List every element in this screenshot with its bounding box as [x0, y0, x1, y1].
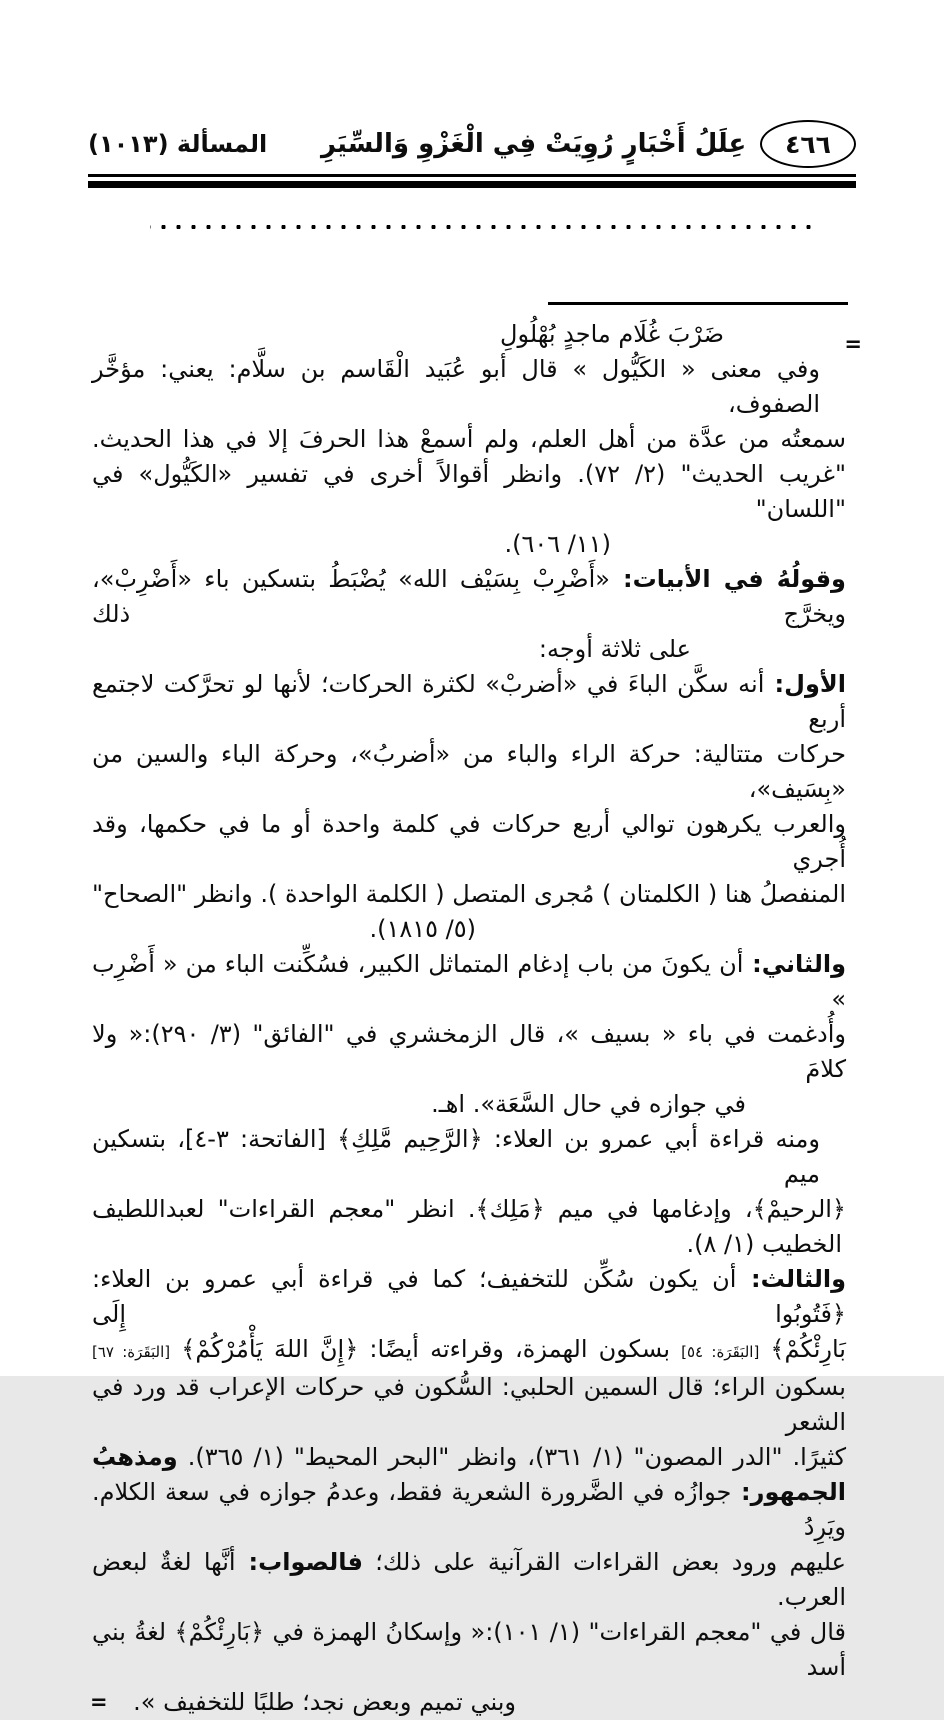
footnote-text-segment: [البَقَرَة: ٦٧]	[92, 1343, 171, 1361]
footnote-line	[92, 1227, 846, 1262]
footnote-line	[92, 1087, 846, 1122]
footnote-text-segment: [البَقَرَة: ٥٤]	[681, 1343, 760, 1361]
footnote-line	[92, 1332, 846, 1370]
footnote-line	[92, 947, 846, 1017]
footnote-text-segment: سمعتُه من عدَّة من أهل العلم، ولم أسمعْ هذا الحرفَ إلا في هذا الحديث.	[92, 425, 846, 453]
footnote-text-segment: (٥/ ١٨١٥).	[369, 915, 476, 943]
footnote-text-segment: والثاني:	[743, 950, 846, 978]
footnote-line	[92, 737, 846, 807]
footnote-line	[92, 912, 846, 947]
page-number-oval	[760, 120, 856, 168]
footnote-line	[92, 1615, 846, 1685]
footnote-text-segment: أن يكونَ من باب إدغام المتماثل الكبير، فسُكِّنت الباء من « أَضْرِب »	[92, 950, 846, 1013]
footnote-line	[92, 877, 846, 912]
footnote-line	[92, 1370, 846, 1440]
footnote-text-segment: حركات متتالية: حركة الراء والباء من «أضربُ»، وحركة الباء والسين من «بِسَيف»،	[92, 740, 846, 803]
footnote-text-segment: وفي معنى « الكَيُّول » قال أبو عُبَيد الْقَاسم بن سلَّام: يعني: مؤخَّر الصفوف،	[92, 355, 820, 418]
page-number: ٤٦٦	[785, 129, 831, 159]
footnote-text-segment: ﴿الرحيمْ﴾، وإدغامها في ميم ﴿مَلِك﴾. انظر "معجم القراءات" لعبداللطيف	[92, 1195, 846, 1223]
footnote-line	[92, 1017, 846, 1087]
footnote-line	[92, 1440, 846, 1475]
page-header	[88, 120, 856, 168]
footnote-text-segment: بَارِئْكُمْ﴾	[759, 1335, 846, 1363]
footnote-lines	[88, 317, 862, 1720]
issue-label: المسألة (١٠١٣)	[88, 130, 268, 158]
footnote-text-segment: في جوازه في حال السَّعَة». اهـ.	[431, 1090, 746, 1118]
rule-thick	[88, 181, 856, 188]
footnote-text-segment: ومنه قراءة أبي عمرو بن العلاء: ﴿الرَّحِيم مَّلِكِ﴾ [الفاتحة: ٣-٤]، بتسكين ميم	[92, 1125, 820, 1188]
footnote-text-segment: الخطيب (١/ ٨).	[686, 1230, 842, 1258]
footnote-text-segment: ومذهبُ	[92, 1443, 178, 1471]
footnote-text-segment: جوازُه في الضَّرورة الشعرية فقط، وعدمُ جوازه في سعة الكلام. ويَرِدُ	[92, 1478, 846, 1541]
footnote-text-segment: أنَّها لغةٌ لبعض العرب.	[92, 1548, 846, 1611]
footnote-text-segment: المنفصلُ هنا ( الكلمتان ) مُجرى المتصل ( الكلمة الواحدة ). وانظر "الصحاح"	[92, 880, 846, 908]
book-title: عِلَلُ أَخْبَارٍ رُوِيَتْ فِي الْغَزْوِ وَالسِّيَرِ	[320, 129, 747, 159]
footnote-line	[92, 1192, 846, 1227]
footnote-rule	[548, 302, 848, 305]
footnote-text-segment: والعرب يكرهون توالي أربع حركات في كلمة واحدة أو ما في حكمها، وقد أُجري	[92, 810, 846, 873]
footnote-line	[92, 422, 846, 457]
footnote-text-segment: كثيرًا. "الدر المصون" (١/ ٣٦١)، وانظر "البحر المحيط" (١/ ٣٦٥).	[177, 1443, 846, 1471]
footnote-line	[92, 1475, 846, 1545]
footnote-text-segment: وبني تميم وبعض نجد؛ طلبًا للتخفيف ».	[133, 1688, 516, 1716]
footnote-text-segment: الجمهور:	[731, 1478, 846, 1506]
footnote-line	[92, 1545, 846, 1615]
footnote-text-segment: وقولُهُ في الأبيات:	[609, 565, 846, 593]
footnote-block	[88, 302, 862, 1720]
footnote-text-segment: بسكون الراء؛ قال السمين الحلبي: السُّكون في حركات الإعراب قد ورد في الشعر	[92, 1373, 846, 1436]
footnote-line	[92, 1262, 846, 1332]
footnote-text-segment: «أَضْرِبْ بِسَيْف الله» يُضْبَطُ بتسكين باء «أَضْرِبْ»، ويخرَّج ذلك	[92, 565, 846, 628]
footnote-line	[92, 1122, 846, 1192]
footnote-text-segment: فالصواب:	[235, 1548, 363, 1576]
footnote-text-segment: ضَرْبَ غُلَام ماجدٍ بُهْلُولِ	[500, 320, 724, 348]
footnote-text-segment: "غريب الحديث" (٢/ ٧٢). وانظر أقوالاً أخرى في تفسير «الكَيُّول» في "اللسان"	[92, 460, 846, 523]
footnote-line	[92, 1685, 846, 1720]
footnote-text-segment: بسكون الهمزة، وقراءته أيضًا: ﴿إِنَّ اللهَ يَأْمُرْكُمْ﴾	[170, 1335, 682, 1363]
footnote-text-segment: أنه سكَّن الباءَ في «أضربْ» لكثرة الحركات؛ لأنها لو تحرَّكت لاجتمع أربع	[92, 670, 846, 733]
footnote-line	[92, 457, 846, 527]
dotted-separator	[150, 224, 816, 230]
footnote-text-segment: أن يكون سُكِّن للتخفيف؛ كما في قراءة أبي عمرو بن العلاء: ﴿فَتُوبُوا إِلَى	[92, 1265, 846, 1328]
footnote-line	[92, 317, 846, 352]
footnote-text-segment: الأول:	[764, 670, 846, 698]
footnote-line	[92, 562, 846, 632]
header-double-rule	[88, 174, 856, 188]
footnote-text-segment: قال في "معجم القراءات" (١/ ١٠١):« وإسكانُ الهمزة في ﴿بَارِئْكُمْ﴾ لغةُ بني أسد	[92, 1618, 846, 1681]
footnote-text-segment: والثالث:	[736, 1265, 846, 1293]
footnote-text-segment: (١١/ ٦٠٦).	[504, 530, 611, 558]
footnote-line	[92, 632, 846, 667]
footnote-line	[92, 527, 846, 562]
footnote-line	[92, 667, 846, 737]
footnote-text-segment: عليهم ورود بعض القراءات القرآنية على ذلك؛	[362, 1548, 846, 1576]
footnote-text-segment: على ثلاثة أوجه:	[538, 635, 691, 663]
footnote-continuation-top: =	[844, 332, 862, 356]
footnote-line	[92, 352, 846, 422]
footnote-continuation-bottom: =	[90, 1690, 108, 1714]
footnote-line	[92, 807, 846, 877]
footnote-text-segment: وأُدغمت في باء « بسيف »، قال الزمخشري في "الفائق" (٣/ ٢٩٠):« ولا كلامَ	[92, 1020, 847, 1083]
